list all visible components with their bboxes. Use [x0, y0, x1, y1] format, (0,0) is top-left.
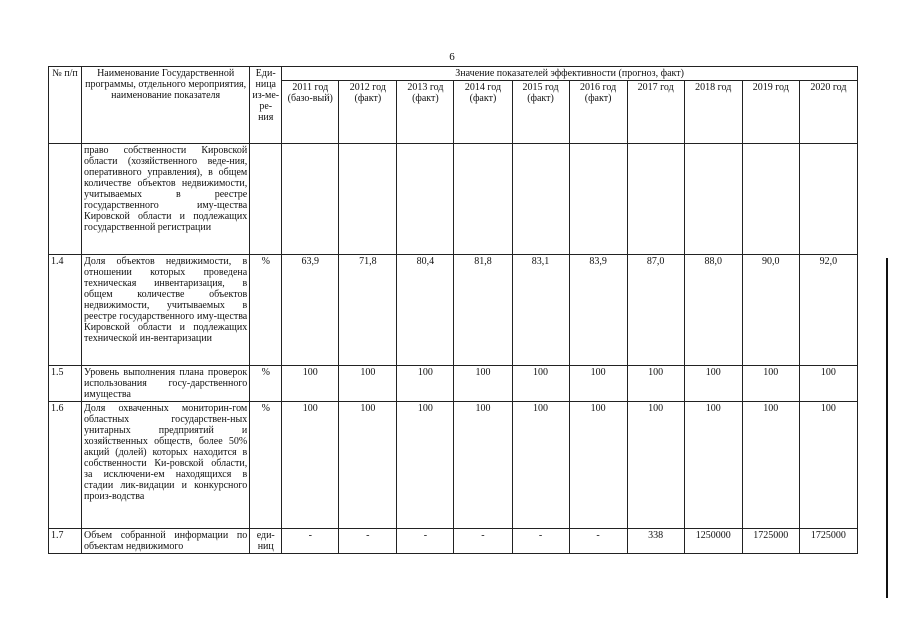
value-cell: 71,8 [339, 255, 397, 366]
value-cell: 100 [454, 402, 512, 529]
header-year: 2015 год (факт) [512, 81, 569, 144]
header-year: 2018 год [684, 81, 742, 144]
value-cell: 100 [799, 366, 857, 402]
value-cell: 100 [397, 366, 454, 402]
header-year: 2014 год (факт) [454, 81, 512, 144]
value-cell: 63,9 [282, 255, 339, 366]
header-year: 2020 год [799, 81, 857, 144]
unit-cell: % [250, 402, 282, 529]
row-number: 1.4 [49, 255, 82, 366]
value-cell: - [569, 529, 627, 554]
value-cell: 1250000 [684, 529, 742, 554]
value-cell: 100 [627, 366, 684, 402]
table-row [49, 402, 858, 529]
unit-cell: % [250, 255, 282, 366]
header-unit: Еди-ница из-ме-ре-ния [250, 67, 282, 144]
value-cell [684, 144, 742, 255]
value-cell: - [512, 529, 569, 554]
scan-edge-mark [886, 258, 888, 598]
unit-cell [250, 144, 282, 255]
value-cell: 100 [454, 366, 512, 402]
value-cell [742, 144, 799, 255]
value-cell: 83,1 [512, 255, 569, 366]
header-year: 2012 год (факт) [339, 81, 397, 144]
table-row [49, 144, 858, 255]
indicator-name: Доля объектов недвижимости, в отношении которых проведена техническая инвентаризация, в общем количестве объектов недвижимости, учитываемых в реестре государственного иму-щества Кировской области и подлежащих технической ин-вентаризации [82, 255, 250, 366]
row-number: 1.7 [49, 529, 82, 554]
value-cell: 100 [684, 402, 742, 529]
value-cell: 100 [282, 402, 339, 529]
indicators-table [48, 66, 858, 554]
value-cell [569, 144, 627, 255]
value-cell: 100 [339, 402, 397, 529]
value-cell: 100 [282, 366, 339, 402]
value-cell [627, 144, 684, 255]
value-cell: - [282, 529, 339, 554]
page-number: 6 [449, 51, 455, 63]
indicator-name: Уровень выполнения плана проверок использования госу-дарственного имущества [82, 366, 250, 402]
indicator-name: Объем собранной информации по объектам недвижимого [82, 529, 250, 554]
header-values-group: Значение показателей эффективности (прогноз, факт) [282, 67, 858, 81]
value-cell: 338 [627, 529, 684, 554]
header-name: Наименование Государственной программы, отдельного мероприятия, наименование показателя [82, 67, 250, 144]
value-cell [454, 144, 512, 255]
value-cell: 100 [742, 366, 799, 402]
value-cell [282, 144, 339, 255]
value-cell: 1725000 [742, 529, 799, 554]
table-row [49, 255, 858, 366]
value-cell: 100 [339, 366, 397, 402]
value-cell: - [454, 529, 512, 554]
value-cell [799, 144, 857, 255]
indicator-name: право собственности Кировской области (хозяйственного веде-ния, оперативного управления), в общем количестве объектов недвижимости, учитываемых в реестре государственного иму-щества Кировской области и подлежащих государственной регистрации [82, 144, 250, 255]
value-cell: - [339, 529, 397, 554]
value-cell: 100 [512, 366, 569, 402]
value-cell [397, 144, 454, 255]
value-cell: 80,4 [397, 255, 454, 366]
value-cell: 92,0 [799, 255, 857, 366]
value-cell [512, 144, 569, 255]
value-cell: 88,0 [684, 255, 742, 366]
value-cell: 100 [742, 402, 799, 529]
header-num: № п/п [49, 67, 82, 144]
unit-cell: еди-ниц [250, 529, 282, 554]
header-year: 2016 год (факт) [569, 81, 627, 144]
value-cell: 100 [799, 402, 857, 529]
header-row [49, 67, 858, 81]
value-cell: 1725000 [799, 529, 857, 554]
value-cell: 100 [684, 366, 742, 402]
header-year: 2019 год [742, 81, 799, 144]
unit-cell: % [250, 366, 282, 402]
value-cell: 100 [397, 402, 454, 529]
value-cell: 87,0 [627, 255, 684, 366]
row-number: 1.6 [49, 402, 82, 529]
row-number [49, 144, 82, 255]
indicator-name: Доля охваченных мониторин-гом областных государствен-ных унитарных предприятий и хозяйственных обществ, более 50% акций (долей) которых находится в собственности Ки-ровской области, за исключени-ем находящихся в стадии лик-видации и конкурсного произ-водства [82, 402, 250, 529]
value-cell: 81,8 [454, 255, 512, 366]
table-row [49, 366, 858, 402]
header-year: 2017 год [627, 81, 684, 144]
value-cell: 100 [627, 402, 684, 529]
value-cell: 100 [569, 402, 627, 529]
row-number: 1.5 [49, 366, 82, 402]
value-cell: 83,9 [569, 255, 627, 366]
value-cell: 100 [512, 402, 569, 529]
value-cell [339, 144, 397, 255]
table-row [49, 529, 858, 554]
value-cell: - [397, 529, 454, 554]
header-year: 2013 год (факт) [397, 81, 454, 144]
header-year: 2011 год (базо-вый) [282, 81, 339, 144]
value-cell: 90,0 [742, 255, 799, 366]
value-cell: 100 [569, 366, 627, 402]
